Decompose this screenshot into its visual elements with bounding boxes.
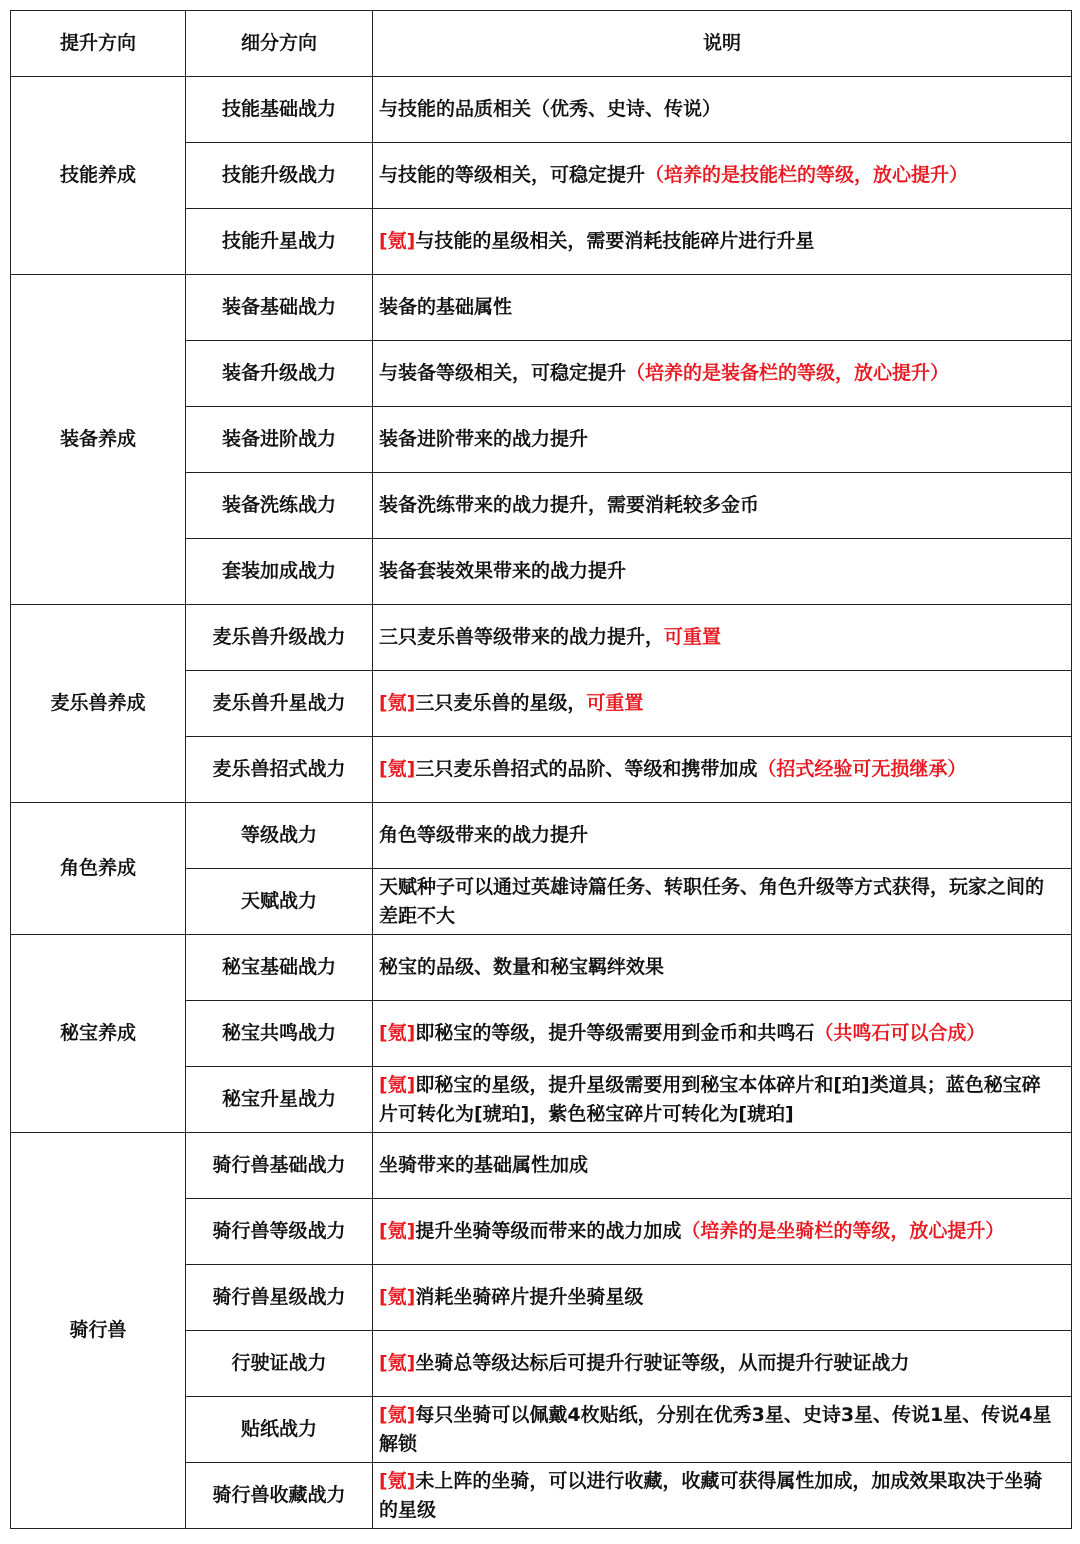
subcategory-cell: 技能升星战力 bbox=[186, 209, 373, 275]
category-cell: 技能养成 bbox=[11, 77, 186, 275]
description-cell bbox=[373, 1199, 1072, 1265]
subcategory-cell: 骑行兽收藏战力 bbox=[186, 1463, 373, 1529]
description-text: 与技能的星级相关，需要消耗技能碎片进行升星 bbox=[415, 230, 815, 252]
description-cell bbox=[373, 209, 1072, 275]
subcategory-cell: 秘宝升星战力 bbox=[186, 1067, 373, 1133]
category-cell: 秘宝养成 bbox=[11, 935, 186, 1133]
category-cell: 麦乐兽养成 bbox=[11, 605, 186, 803]
highlight-text: [氪] bbox=[379, 1286, 416, 1308]
subcategory-cell: 装备升级战力 bbox=[186, 341, 373, 407]
description-text: 提升坐骑等级而带来的战力加成 bbox=[415, 1220, 682, 1242]
description-text: 装备套装效果带来的战力提升 bbox=[379, 560, 627, 582]
highlight-text: 可重置 bbox=[664, 626, 722, 648]
description-text: 每只坐骑可以佩戴4枚贴纸，分别在优秀3星、史诗3星、传说1星、传说4星解锁 bbox=[379, 1403, 1052, 1455]
description-cell bbox=[373, 803, 1072, 869]
highlight-text: [氪] bbox=[379, 1220, 416, 1242]
description-cell bbox=[373, 1397, 1072, 1463]
subcategory-cell: 技能基础战力 bbox=[186, 77, 373, 143]
highlight-text: 可重置 bbox=[586, 692, 644, 714]
highlight-text: （培养的是技能栏的等级，放心提升） bbox=[645, 164, 969, 186]
description-cell bbox=[373, 275, 1072, 341]
highlight-text: （培养的是坐骑栏的等级，放心提升） bbox=[681, 1220, 1005, 1242]
description-text: 角色等级带来的战力提升 bbox=[379, 824, 589, 846]
subcategory-cell: 装备洗练战力 bbox=[186, 473, 373, 539]
description-text: 装备进阶带来的战力提升 bbox=[379, 428, 589, 450]
description-cell bbox=[373, 605, 1072, 671]
subcategory-cell: 装备进阶战力 bbox=[186, 407, 373, 473]
description-cell bbox=[373, 1133, 1072, 1199]
description-cell bbox=[373, 407, 1072, 473]
subcategory-cell: 骑行兽等级战力 bbox=[186, 1199, 373, 1265]
description-text: 坐骑总等级达标后可提升行驶证等级，从而提升行驶证战力 bbox=[415, 1352, 910, 1374]
highlight-text: [氪] bbox=[379, 692, 416, 714]
category-cell: 装备养成 bbox=[11, 275, 186, 605]
description-cell bbox=[373, 77, 1072, 143]
table-row bbox=[11, 803, 1072, 869]
description-text: 未上阵的坐骑，可以进行收藏，收藏可获得属性加成，加成效果取决于坐骑的星级 bbox=[379, 1469, 1043, 1521]
header-description: 说明 bbox=[373, 11, 1072, 77]
highlight-text: [氪] bbox=[379, 1403, 416, 1426]
power-table-container bbox=[10, 10, 1072, 1529]
subcategory-cell: 天赋战力 bbox=[186, 869, 373, 935]
description-text: 装备的基础属性 bbox=[379, 296, 513, 318]
highlight-text: [氪] bbox=[379, 758, 416, 780]
description-cell bbox=[373, 473, 1072, 539]
description-text: 即秘宝的星级，提升星级需要用到秘宝本体碎片和[珀]类道具；蓝色秘宝碎片可转化为[琥珀]，紫色秘宝碎片可转化为[琥珀] bbox=[379, 1073, 1041, 1125]
subcategory-cell: 骑行兽星级战力 bbox=[186, 1265, 373, 1331]
description-cell bbox=[373, 737, 1072, 803]
description-text: 三只麦乐兽等级带来的战力提升， bbox=[379, 626, 665, 648]
description-cell bbox=[373, 341, 1072, 407]
subcategory-cell: 骑行兽基础战力 bbox=[186, 1133, 373, 1199]
highlight-text: [氪] bbox=[379, 1352, 416, 1374]
description-cell bbox=[373, 1331, 1072, 1397]
table-row bbox=[11, 77, 1072, 143]
subcategory-cell: 麦乐兽升星战力 bbox=[186, 671, 373, 737]
description-text: 与装备等级相关，可稳定提升 bbox=[379, 362, 627, 384]
table-row bbox=[11, 275, 1072, 341]
subcategory-cell: 麦乐兽招式战力 bbox=[186, 737, 373, 803]
subcategory-cell: 贴纸战力 bbox=[186, 1397, 373, 1463]
subcategory-cell: 行驶证战力 bbox=[186, 1331, 373, 1397]
table-row bbox=[11, 605, 1072, 671]
description-cell bbox=[373, 671, 1072, 737]
highlight-text: （招式经验可无损继承） bbox=[757, 758, 967, 780]
description-text: 即秘宝的等级，提升等级需要用到金币和共鸣石 bbox=[415, 1022, 815, 1044]
subcategory-cell: 技能升级战力 bbox=[186, 143, 373, 209]
subcategory-cell: 麦乐兽升级战力 bbox=[186, 605, 373, 671]
highlight-text: [氪] bbox=[379, 1469, 416, 1492]
description-cell bbox=[373, 1463, 1072, 1529]
description-cell bbox=[373, 1265, 1072, 1331]
subcategory-cell: 秘宝共鸣战力 bbox=[186, 1001, 373, 1067]
description-text: 天赋种子可以通过英雄诗篇任务、转职任务、角色升级等方式获得，玩家之间的差距不大 bbox=[379, 875, 1045, 927]
description-cell bbox=[373, 1001, 1072, 1067]
description-cell bbox=[373, 1067, 1072, 1133]
subcategory-cell: 套装加成战力 bbox=[186, 539, 373, 605]
header-category: 提升方向 bbox=[11, 11, 186, 77]
table-row bbox=[11, 1133, 1072, 1199]
description-cell bbox=[373, 869, 1072, 935]
description-text: 消耗坐骑碎片提升坐骑星级 bbox=[415, 1286, 644, 1308]
category-cell: 角色养成 bbox=[11, 803, 186, 935]
highlight-text: （培养的是装备栏的等级，放心提升） bbox=[626, 362, 950, 384]
highlight-text: （共鸣石可以合成） bbox=[814, 1022, 986, 1044]
header-subcategory: 细分方向 bbox=[186, 11, 373, 77]
description-text: 与技能的等级相关，可稳定提升 bbox=[379, 164, 646, 186]
description-text: 三只麦乐兽招式的品阶、等级和携带加成 bbox=[415, 758, 758, 780]
table-row bbox=[11, 935, 1072, 1001]
highlight-text: [氪] bbox=[379, 1022, 416, 1044]
category-cell: 骑行兽 bbox=[11, 1133, 186, 1529]
description-cell bbox=[373, 539, 1072, 605]
description-text: 三只麦乐兽的星级， bbox=[415, 692, 587, 714]
description-text: 与技能的品质相关（优秀、史诗、传说） bbox=[379, 98, 722, 120]
subcategory-cell: 等级战力 bbox=[186, 803, 373, 869]
subcategory-cell: 秘宝基础战力 bbox=[186, 935, 373, 1001]
description-cell bbox=[373, 143, 1072, 209]
power-upgrade-table bbox=[10, 10, 1072, 1529]
description-text: 秘宝的品级、数量和秘宝羁绊效果 bbox=[379, 956, 665, 978]
highlight-text: [氪] bbox=[379, 1073, 416, 1096]
description-text: 装备洗练带来的战力提升，需要消耗较多金币 bbox=[379, 494, 760, 516]
highlight-text: [氪] bbox=[379, 230, 416, 252]
subcategory-cell: 装备基础战力 bbox=[186, 275, 373, 341]
table-header-row bbox=[11, 11, 1072, 77]
description-text: 坐骑带来的基础属性加成 bbox=[379, 1154, 589, 1176]
description-cell bbox=[373, 935, 1072, 1001]
